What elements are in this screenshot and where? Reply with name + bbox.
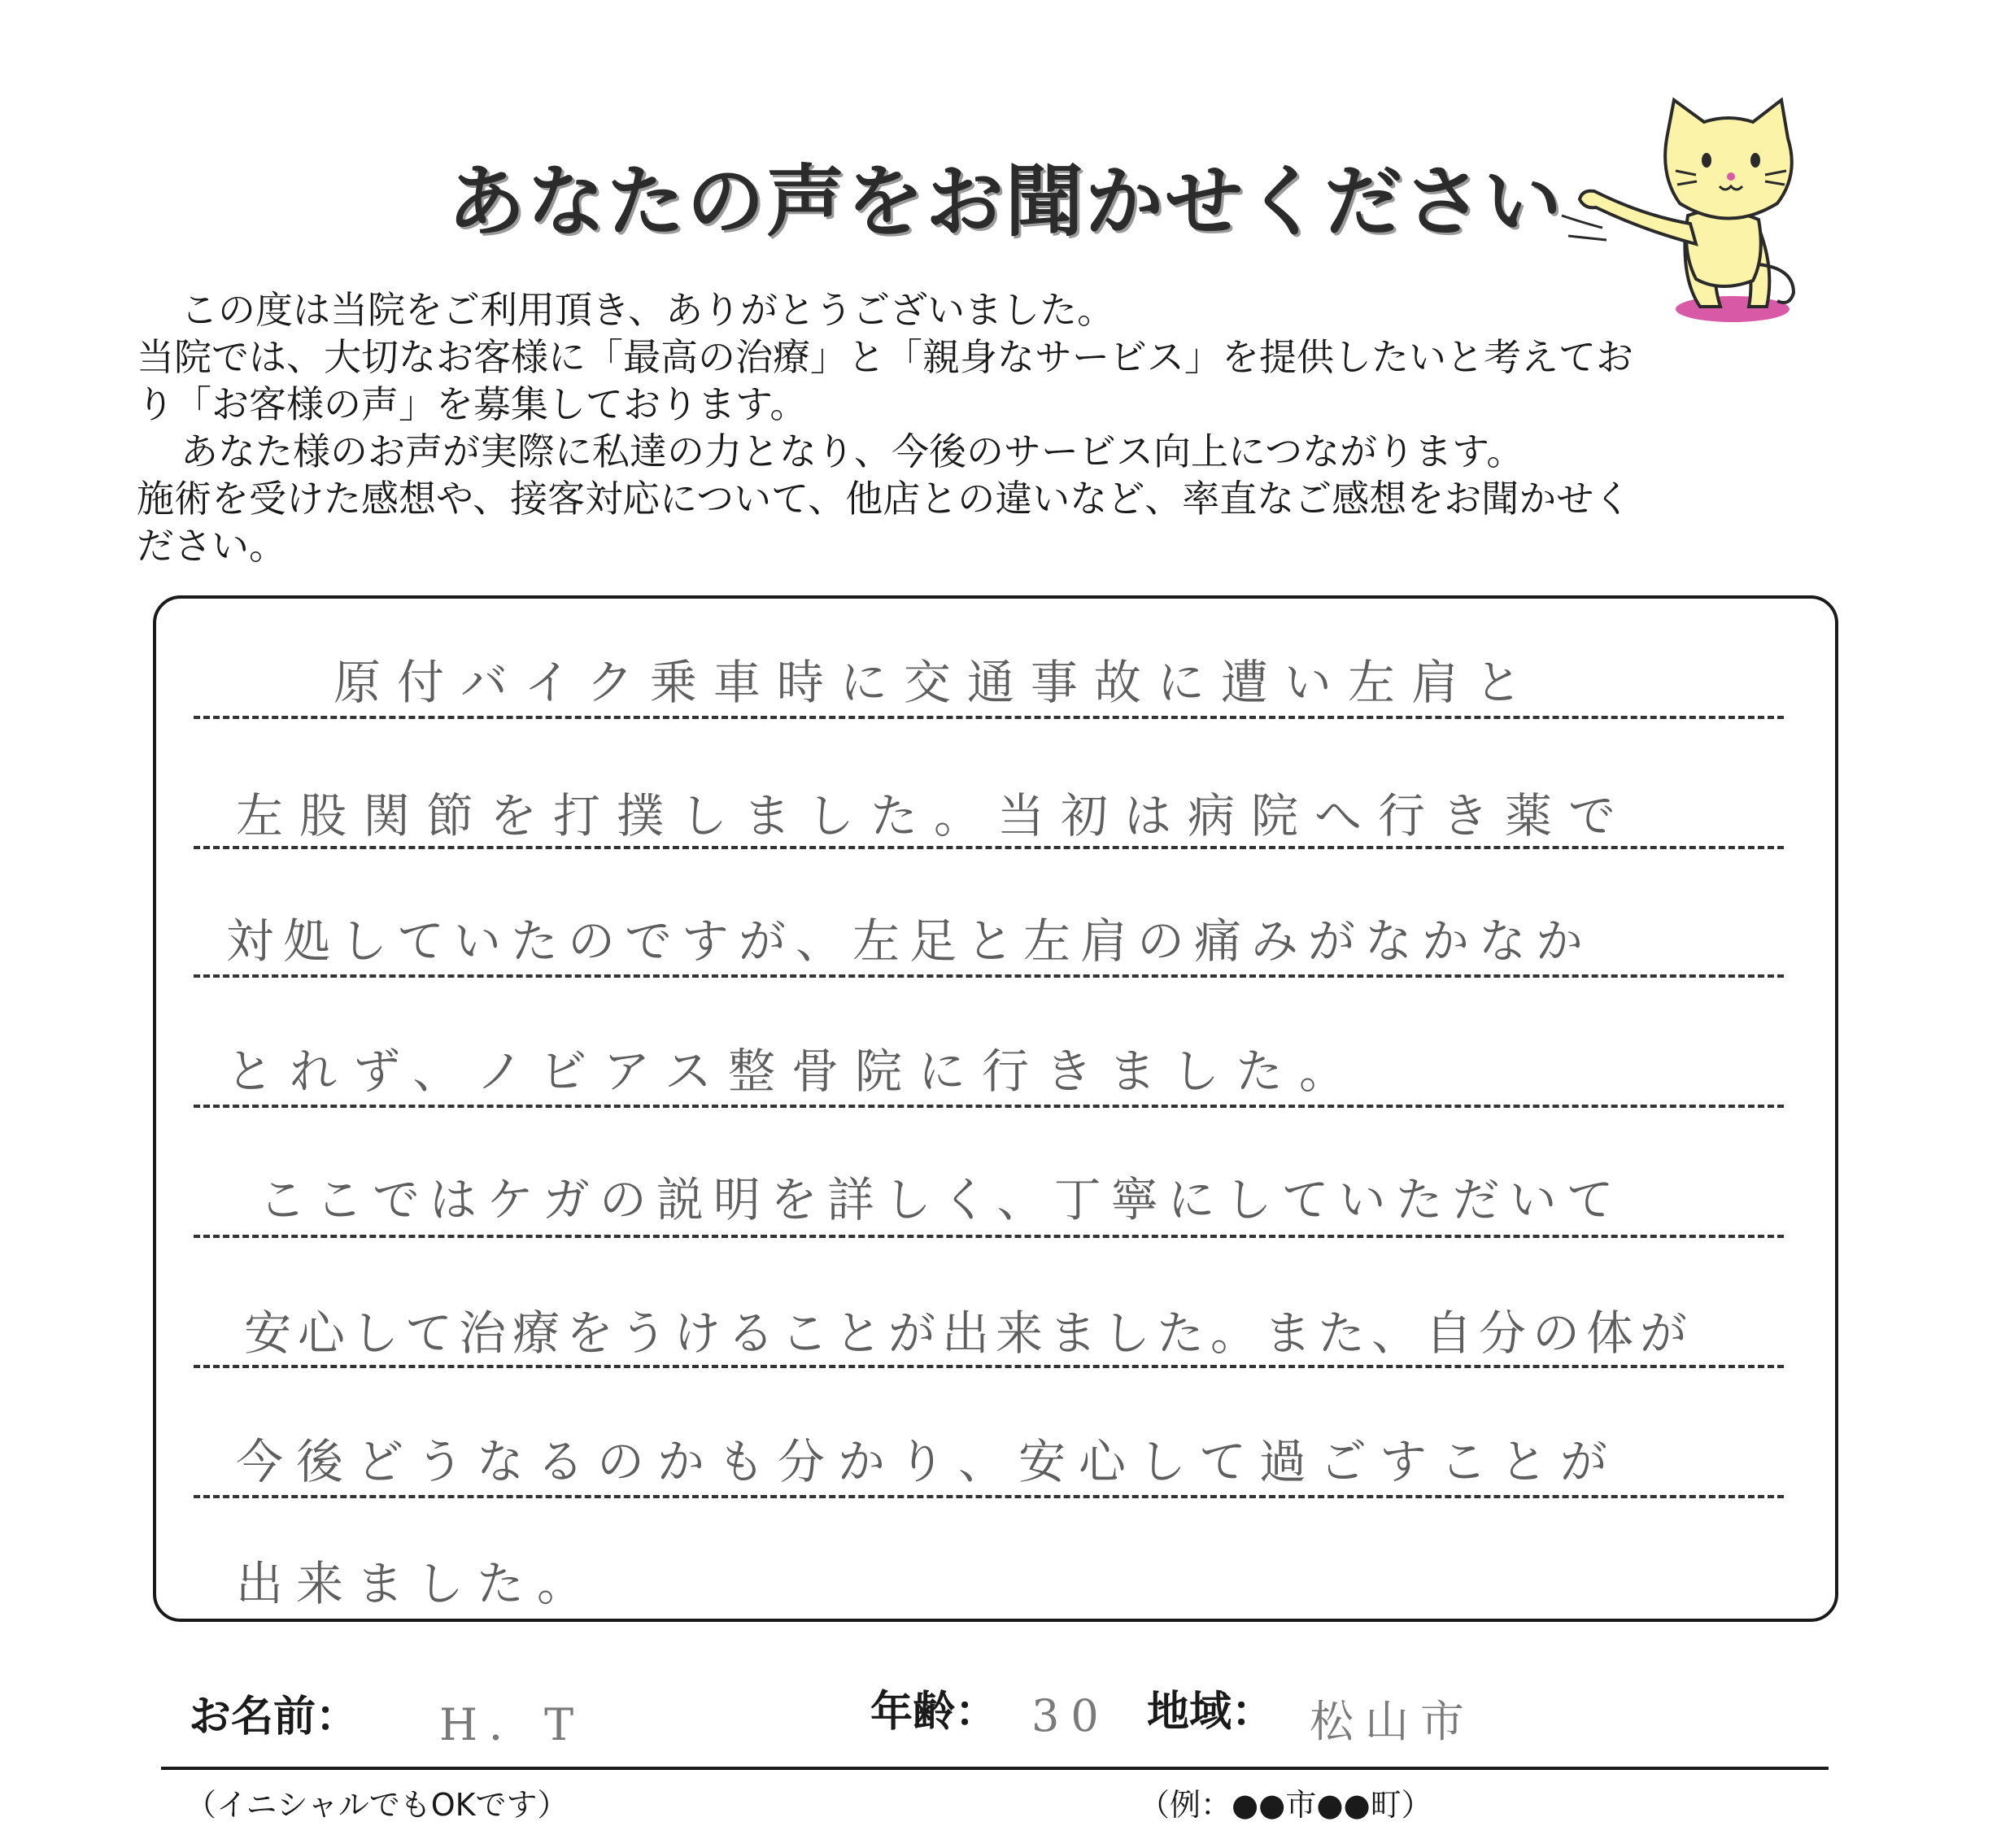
- region-label: 地域：: [1147, 1688, 1275, 1737]
- ruled-line: [194, 716, 1784, 719]
- intro-line-6: ださい。: [137, 524, 286, 568]
- testimonial-line-4: とれず、ノビアス整骨院に行きました。: [226, 1044, 1363, 1099]
- intro-line-3: り「お客様の声」を募集しております。: [137, 382, 808, 426]
- intro-line-1: この度は当院をご利用頂き、ありがとうございました。: [181, 288, 1115, 332]
- intro-text: [137, 286, 1837, 569]
- ruled-line: [194, 1365, 1784, 1368]
- ruled-line: [194, 1105, 1784, 1108]
- testimonial-line-1: 原付バイク乗車時に交通事故に遭い左肩と: [334, 655, 1538, 710]
- name-label: お名前：: [189, 1693, 359, 1741]
- region-note: （例：●●市●●町）: [1139, 1787, 1432, 1823]
- ruled-line: [194, 1495, 1784, 1498]
- age-label: 年齢：: [870, 1688, 998, 1737]
- signature-line: [161, 1767, 1829, 1770]
- name-value: H．T: [439, 1699, 586, 1750]
- ruled-line: [194, 974, 1784, 978]
- age-value: 30: [1031, 1690, 1110, 1741]
- page-title: あなたの声をお聞かせください: [447, 156, 1563, 247]
- testimonial-line-7: 今後どうなるのかも分かり、安心して過ごすことが: [236, 1434, 1621, 1489]
- ruled-line: [194, 1235, 1784, 1238]
- ruled-line: [194, 846, 1784, 849]
- intro-line-5: 施術を受けた感想や、接客対応について、他店との違いなど、率直なご感想をお聞かせく: [137, 477, 1632, 521]
- region-value: 松山市: [1310, 1696, 1476, 1747]
- intro-line-2: 当院では、大切なお客様に「最高の治療」と「親身なサービス」を提供したいと考えてお: [137, 335, 1633, 379]
- testimonial-line-2: 左股関節を打撲しました。当初は病院へ行き薬で: [236, 788, 1633, 843]
- intro-line-4: あなた様のお声が実際に私達の力となり、今後のサービス向上につながります。: [181, 429, 1524, 473]
- testimonial-line-5: ここではケガの説明を詳しく、丁寧にしていただいて: [259, 1172, 1624, 1227]
- testimonial-line-6: 安心して治療をうけることが出来ました。また、自分の体が: [244, 1305, 1694, 1361]
- testimonial-line-3: 対処していたのですが、左足と左肩の痛みがなかなか: [226, 913, 1593, 969]
- name-note: （イニシャルでもOKです）: [185, 1787, 569, 1823]
- testimonial-line-8: 出来ました。: [236, 1556, 598, 1611]
